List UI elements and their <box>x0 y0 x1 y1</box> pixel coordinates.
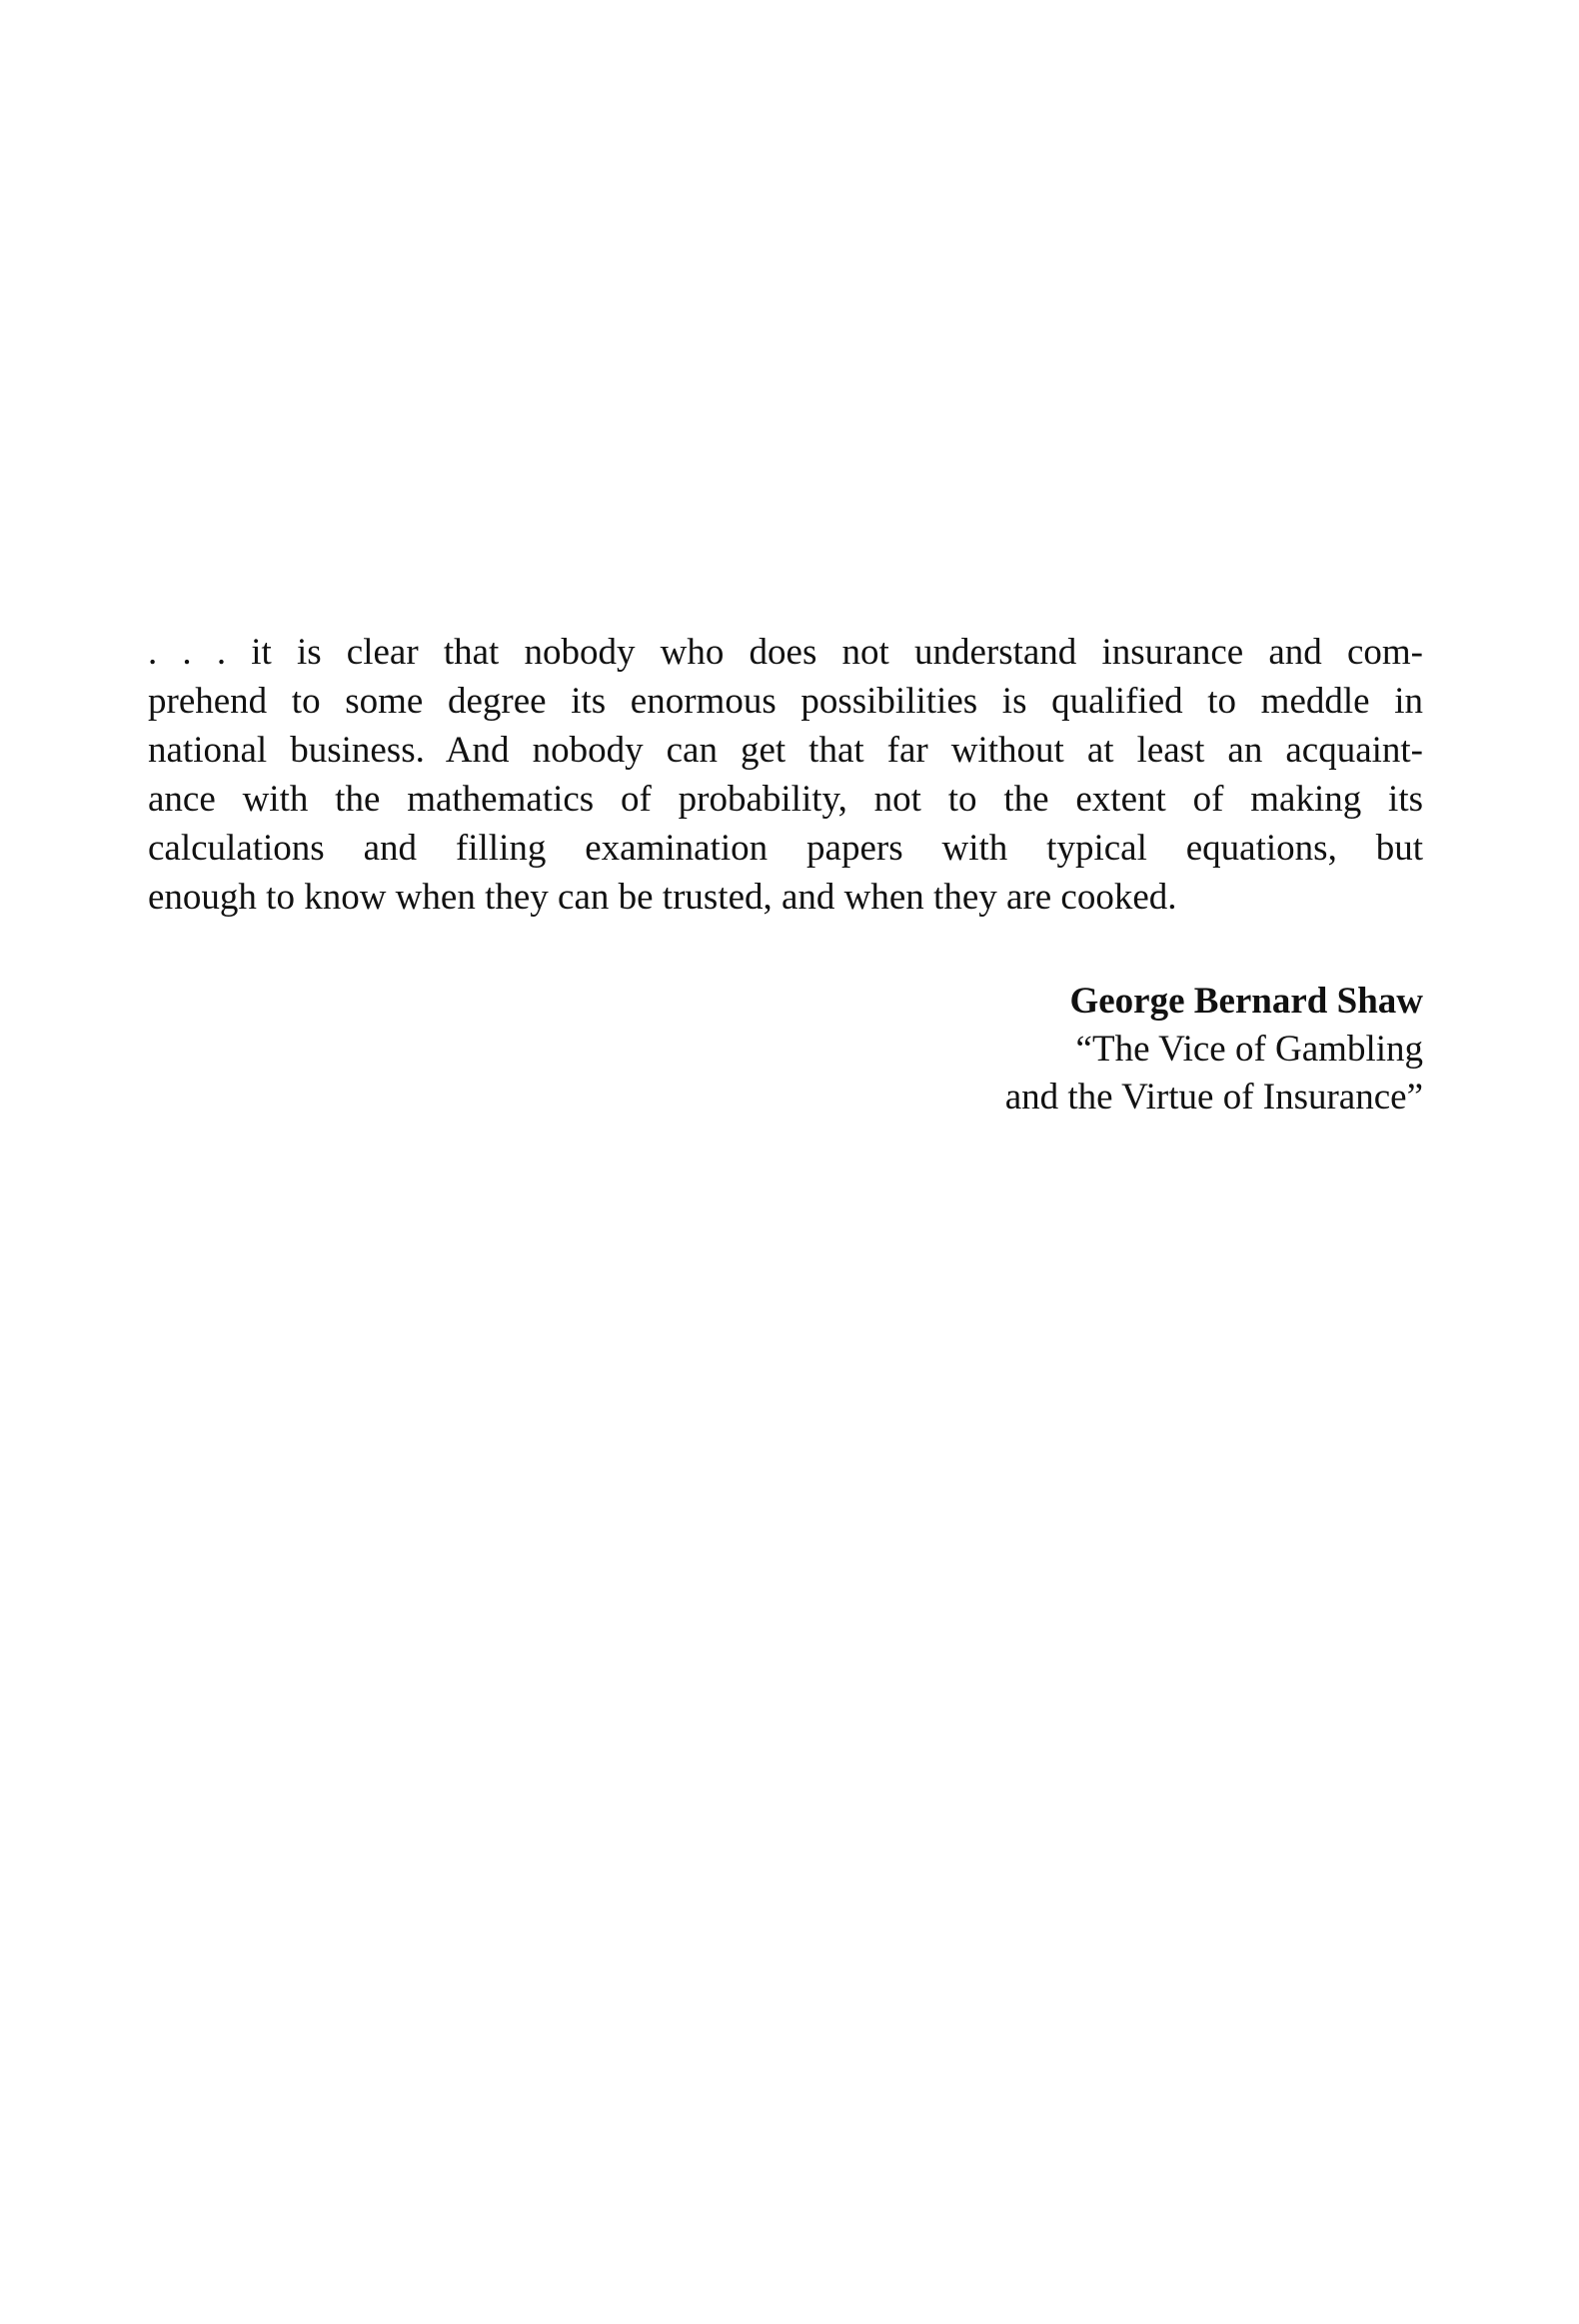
epigraph <box>148 628 1423 1122</box>
quote-line: . . . it is clear that nobody who does not understand insurance and com- <box>148 632 1423 673</box>
source-title-line-1: “The Vice of Gambling <box>1075 1029 1423 1070</box>
quote-line: ance with the mathematics of probability, not to the extent of making its <box>148 779 1423 820</box>
quote-line: national business. And nobody can get that far without at least an acquaint- <box>148 730 1423 771</box>
quote-line: calculations and filling examination papers with typical equations, but <box>148 828 1423 869</box>
quote-line: prehend to some degree its enormous possibilities is qualified to meddle in <box>148 681 1423 722</box>
quote-line: enough to know when they can be trusted, and when they are cooked. <box>148 877 1177 918</box>
source-title-line-2: and the Virtue of Insurance” <box>1004 1077 1423 1118</box>
author-name: George Bernard Shaw <box>1069 981 1423 1022</box>
attribution <box>148 978 1423 1122</box>
quote-text <box>148 628 1423 922</box>
